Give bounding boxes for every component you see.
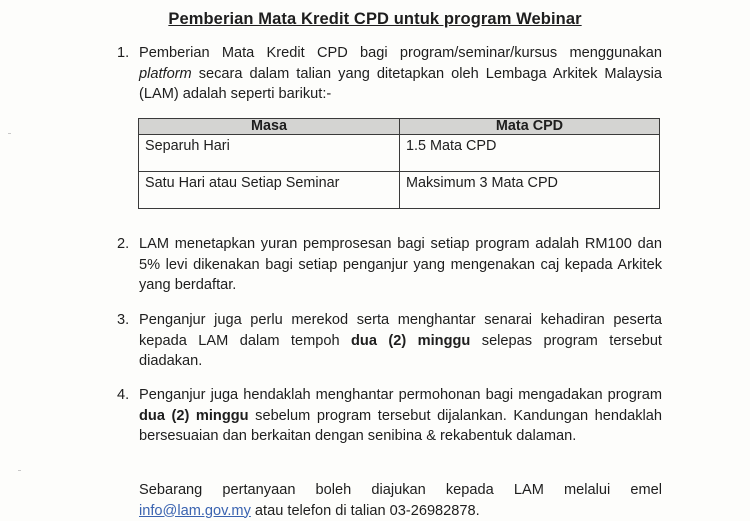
column-header-masa: Masa — [139, 119, 400, 135]
scan-mark — [18, 470, 21, 471]
table-row — [139, 172, 660, 209]
item-text: Pemberian Mata Kredit CPD bagi program/seminar/kursus menggunakan platform secara dalam talian yang ditetapkan oleh Lembaga Arkitek Malaysia (LAM) adalah seperti barikut:- — [139, 43, 662, 105]
item-number: 4. — [117, 385, 139, 406]
item-text: Penganjur juga perlu merekod serta menghantar senarai kehadiran peserta kepada LAM dalam tempoh dua (2) minggu selepas program tersebut diadakan. — [139, 310, 662, 372]
table-cell: Separuh Hari — [139, 135, 400, 172]
contact-line-2 — [139, 501, 662, 521]
item-number: 1. — [117, 43, 139, 64]
list-item-2 — [117, 234, 662, 296]
list-item-1 — [117, 43, 662, 105]
table-header-row — [139, 119, 660, 135]
table-row — [139, 135, 660, 172]
document-title: Pemberian Mata Kredit CPD untuk program Webinar — [0, 10, 750, 29]
contact-line: Sebarang pertanyaan boleh diajukan kepada LAM melalui emel — [139, 480, 662, 501]
column-header-mata-cpd: Mata CPD — [400, 119, 660, 135]
item-number: 3. — [117, 310, 139, 331]
bold-duration: dua (2) minggu — [139, 408, 249, 424]
list-item-3 — [117, 310, 662, 372]
table-cell: Satu Hari atau Setiap Seminar — [139, 172, 400, 209]
item-number: 2. — [117, 234, 139, 255]
email-link[interactable]: info@lam.gov.my — [139, 503, 251, 519]
table-cell: Maksimum 3 Mata CPD — [400, 172, 660, 209]
item-text: LAM menetapkan yuran pemprosesan bagi setiap program adalah RM100 dan 5% levi dikenakan bagi setiap penganjur yang mengenakan caj kepada Arkitek yang berdaftar. — [139, 234, 662, 296]
phone-text: atau telefon di talian 03-26982878. — [251, 503, 480, 519]
cpd-credit-table — [138, 118, 660, 209]
list-item-4 — [117, 385, 662, 447]
bold-duration: dua (2) minggu — [351, 333, 470, 349]
contact-paragraph — [139, 480, 662, 521]
scan-mark — [8, 133, 11, 134]
italic-term: platform — [139, 66, 192, 82]
table-cell: 1.5 Mata CPD — [400, 135, 660, 172]
item-text: Penganjur juga hendaklah menghantar permohonan bagi mengadakan program dua (2) minggu sebelum program tersebut dijalankan. Kandungan hendaklah bersesuaian dan berkaitan dengan senibina & rekabentuk dalaman. — [139, 385, 662, 447]
